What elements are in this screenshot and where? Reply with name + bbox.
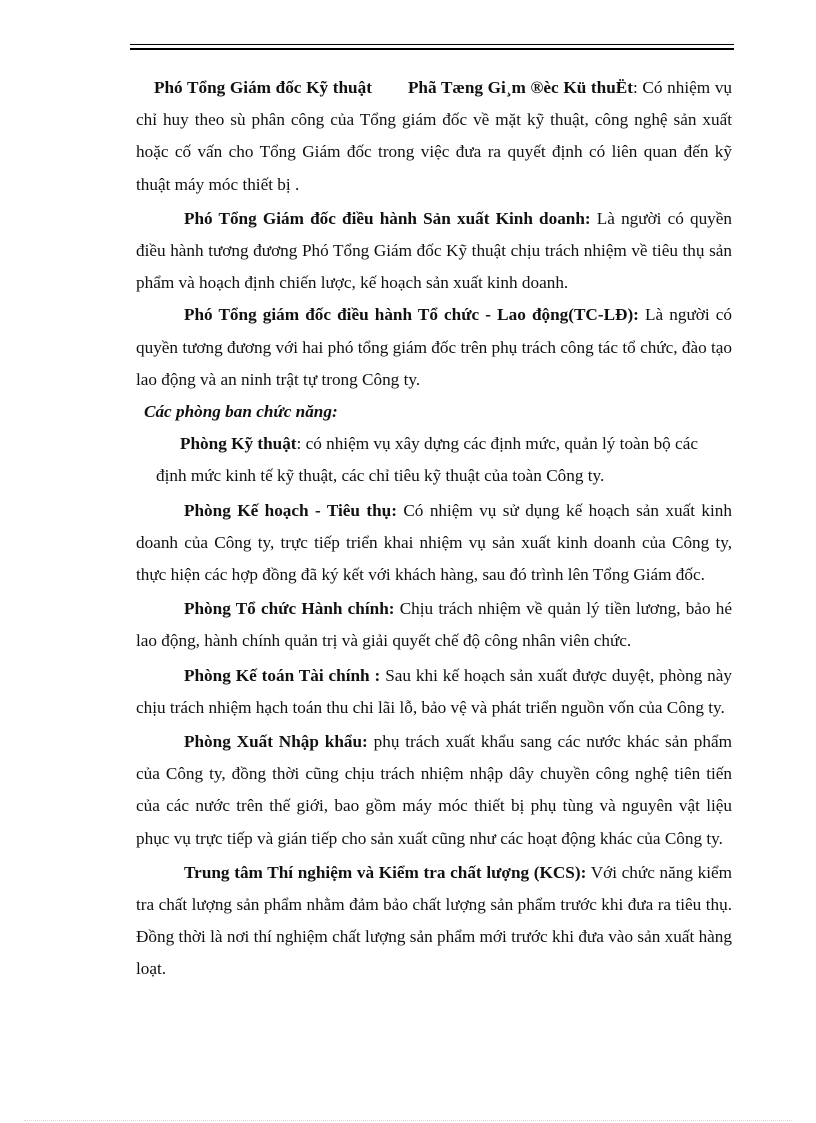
header-rule-thick bbox=[130, 48, 734, 50]
paragraph-pho-tgd-to-chuc-lao-dong bbox=[136, 299, 732, 396]
paragraph-text: Có nhiệm vụ sử dụng kế hoạch sản xuất kinh doanh của Công ty, trực tiếp triển khai nhiệm vụ sản xuất kinh doanh của Công ty, thực hiện các hợp đồng đã ký kết với khách hàng, sau đó trình lên Tổng Giám đốc. bbox=[136, 500, 732, 585]
term-label: Phòng Kế toán Tài chính : bbox=[184, 665, 381, 685]
term-label: Phó Tổng Giám đốc Kỹ thuật bbox=[154, 78, 372, 97]
term-label: Phó Tổng giám đốc điều hành Tổ chức - Lao động(TC-LĐ): bbox=[184, 305, 639, 325]
term-label: Phòng Kế hoạch - Tiêu thụ: bbox=[184, 500, 397, 520]
footer-rule bbox=[24, 1120, 792, 1121]
section-heading bbox=[144, 396, 732, 428]
paragraph-phong-to-chuc-hanh-chinh bbox=[136, 593, 732, 657]
term-label: Phòng Kỹ thuật bbox=[180, 434, 297, 454]
paragraph-pho-tgd-san-xuat-kinh-doanh bbox=[136, 203, 732, 300]
paragraph-phong-ke-hoach-tieu-thu bbox=[136, 495, 732, 592]
paragraph-text: Chịu trách nhiệm về quản lý tiền lương, bảo hé lao động, hành chính quản trị và giải quyết chế độ công nhân viên chức. bbox=[136, 599, 732, 651]
paragraph-text: phụ trách xuất khẩu sang các nước khác sản phẩm của Công ty, đồng thời cũng chịu trách nhiệm nhập dây chuyền công nghệ tiên tiến của các nước trên thế giới, bao gồm máy móc thiết bị phụ tùng và nguyên vật liệu phục vụ trực tiếp và gián tiếp cho sản xuất cũng như các hoạt động khác của Công ty. bbox=[136, 732, 732, 848]
document-body bbox=[136, 72, 732, 986]
paragraph-trung-tam-kcs bbox=[136, 857, 732, 986]
paragraph-phong-ke-toan-tai-chinh bbox=[136, 660, 732, 724]
paragraph-phong-ky-thuat bbox=[136, 428, 732, 492]
paragraph-pho-tong-giam-doc-ky-thuat bbox=[136, 72, 732, 201]
term-label-legacy-font: Phã Tæng Gi¸m ®èc Kü thuËt bbox=[407, 78, 633, 97]
paragraph-text: Là người có quyền điều hành tương đương Phó Tổng Giám đốc Kỹ thuật chịu trách nhiệm về tiêu thụ sản phẩm và hoạch định chiến lược, kế hoạch sản xuất kinh doanh. bbox=[136, 208, 732, 293]
header-rule-thin bbox=[130, 44, 734, 45]
paragraph-text: : có nhiệm vụ xây dựng các định mức, quản lý toàn bộ các định mức kinh tế kỹ thuật, các chỉ tiêu kỹ thuật của toàn Công ty. bbox=[156, 434, 698, 486]
paragraph-text: Với chức năng kiểm tra chất lượng sản phẩm nhằm đảm bảo chất lượng sản phẩm trước khi đưa ra tiêu thụ. Đồng thời là nơi thí nghiệm chất lượng sản phẩm mới trước khi đưa vào sản xuất hàng loạt. bbox=[136, 862, 732, 979]
paragraph-text: Là người có quyền tương đương với hai phó tổng giám đốc trên phụ trách công tác tổ chức, đào tạo lao động và an ninh trật tự trong Công ty. bbox=[136, 305, 733, 389]
section-heading-text: Các phòng ban chức năng: bbox=[144, 402, 338, 422]
term-label: Phòng Xuất Nhập khẩu: bbox=[184, 732, 368, 752]
term-label: Trung tâm Thí nghiệm và Kiểm tra chất lượng (KCS): bbox=[184, 862, 587, 882]
term-label: Phó Tổng Giám đốc điều hành Sản xuất Kinh doanh: bbox=[184, 208, 591, 228]
term-label: Phòng Tổ chức Hành chính: bbox=[184, 599, 395, 619]
paragraph-text: : Có nhiệm vụ chỉ huy theo sù phân công của Tổng giám đốc về mặt kỹ thuật, công nghệ sản xuất hoặc cố vấn cho Tổng Giám đốc trong việc đưa ra quyết định có liên quan đến kỹ thuật máy móc thiết bị . bbox=[136, 78, 733, 194]
paragraph-phong-xuat-nhap-khau bbox=[136, 726, 732, 855]
paragraph-text: Sau khi kế hoạch sản xuất được duyệt, phòng này chịu trách nhiệm hạch toán thu chi lãi lỗ, bảo vệ và phát triển nguồn vốn của Công ty. bbox=[136, 665, 732, 717]
